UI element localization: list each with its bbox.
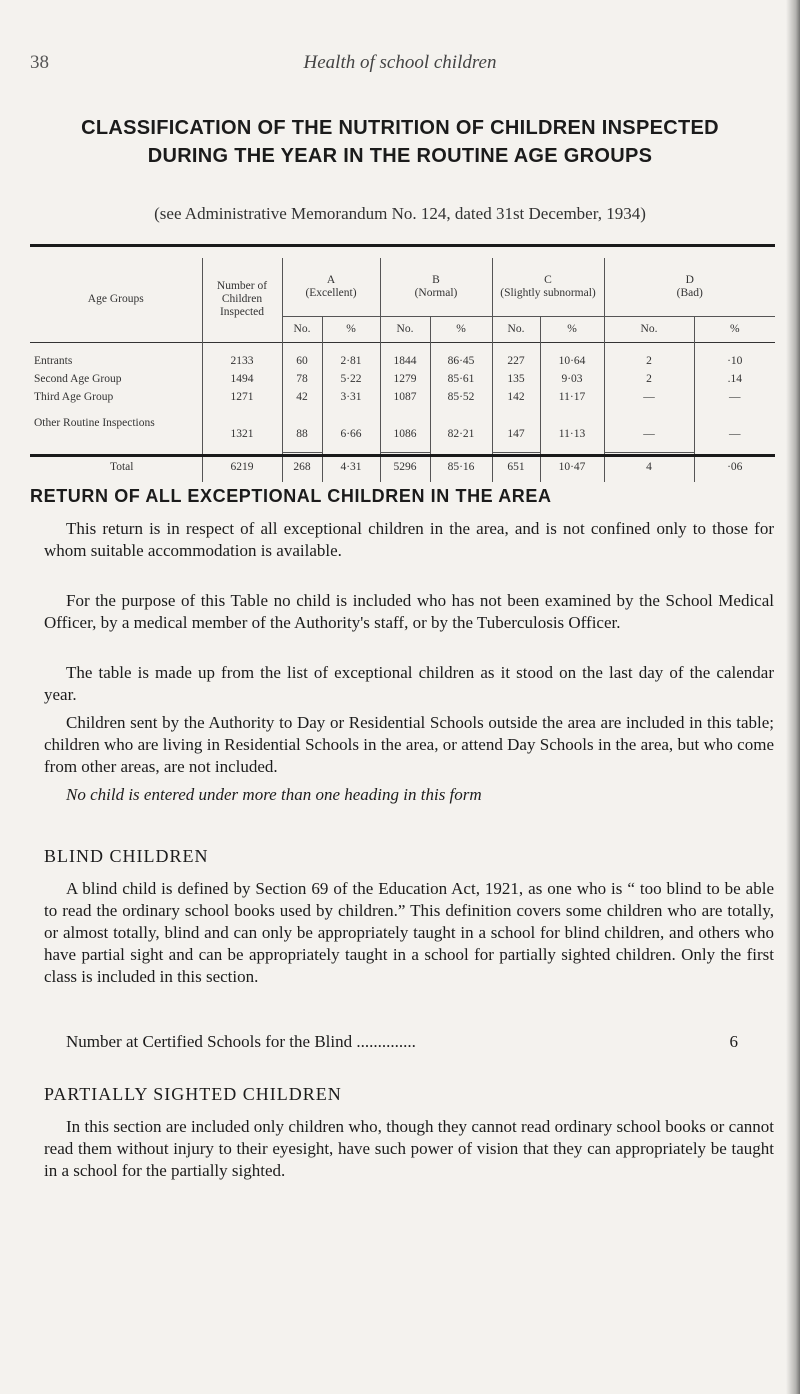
table-subtitle: (see Administrative Memorandum No. 124, dated 31st December, 1934) — [154, 204, 646, 223]
cell-c-no: 227 — [492, 352, 540, 370]
col-number-inspected: Number of Children Inspected — [202, 258, 282, 342]
col-age-groups: Age Groups — [87, 293, 144, 306]
total-a-pct: 4·31 — [322, 452, 380, 482]
return-paragraph-3: The table is made up from the list of exceptional children as it stood on the last day of the calendar year. — [44, 663, 774, 704]
cell-number: 1321 — [202, 406, 282, 440]
cell-b-pct: 85·52 — [430, 388, 492, 406]
page-number: 38 — [30, 52, 49, 73]
total-c-no: 651 — [492, 452, 540, 482]
cell-number: 2133 — [202, 352, 282, 370]
col-d-label: D — [685, 273, 694, 286]
return-paragraph-1: This return is in respect of all exceptional children in the area, and is not confined only to those for whom suitable accommodation is available. — [44, 519, 774, 560]
return-paragraph-2: For the purpose of this Table no child is included who has not been examined by the School Medical Officer, by a medical member of the Authority's staff, or by the Tuberculosis Officer. — [44, 591, 774, 632]
cell-b-no: 1087 — [380, 388, 430, 406]
col-b-header — [380, 258, 492, 316]
cell-d-no: 2 — [604, 370, 694, 388]
col-c-pct: % — [540, 316, 604, 342]
page-edge-shadow — [786, 0, 800, 1394]
col-d-sub: (Bad) — [676, 286, 703, 299]
col-a-sub: (Excellent) — [305, 286, 357, 299]
col-d-no: No. — [604, 316, 694, 342]
cell-d-no: — — [604, 406, 694, 440]
cell-c-pct: 11·17 — [540, 388, 604, 406]
return-heading: RETURN OF ALL EXCEPTIONAL CHILDREN IN THE AREA — [30, 486, 552, 506]
cell-b-pct: 82·21 — [430, 406, 492, 440]
cell-a-no: 42 — [282, 388, 322, 406]
cell-number: 1271 — [202, 388, 282, 406]
return-note: No child is entered under more than one heading in this form — [66, 785, 482, 804]
cell-c-pct: 9·03 — [540, 370, 604, 388]
total-a-no: 268 — [282, 452, 322, 482]
cell-d-no: — — [604, 388, 694, 406]
col-a-no: No. — [282, 316, 322, 342]
col-d-pct: % — [694, 316, 775, 342]
table-top-rule — [30, 244, 775, 247]
total-d-pct: ·06 — [694, 452, 775, 482]
cell-d-pct: ·10 — [694, 352, 775, 370]
cell-c-pct: 11·13 — [540, 406, 604, 440]
cell-a-pct: 5·22 — [322, 370, 380, 388]
cell-c-no: 142 — [492, 388, 540, 406]
cell-b-no: 1086 — [380, 406, 430, 440]
cell-a-pct: 6·66 — [322, 406, 380, 440]
cell-a-pct: 2·81 — [322, 352, 380, 370]
cell-b-no: 1844 — [380, 352, 430, 370]
cell-d-no: 2 — [604, 352, 694, 370]
total-d-no: 4 — [604, 452, 694, 482]
cell-b-no: 1279 — [380, 370, 430, 388]
blind-count-line — [66, 1032, 756, 1052]
cell-a-no: 88 — [282, 406, 322, 440]
col-d-header — [604, 258, 775, 316]
col-a-label: A — [326, 273, 336, 286]
cell-b-pct: 86·45 — [430, 352, 492, 370]
cell-a-no: 60 — [282, 352, 322, 370]
cell-d-pct: — — [694, 388, 775, 406]
row-label: Other Routine Inspections — [34, 416, 155, 429]
row-label: Second Age Group — [34, 373, 122, 385]
nutrition-table — [30, 258, 775, 482]
col-a-pct: % — [322, 316, 380, 342]
cell-c-no: 147 — [492, 406, 540, 440]
table-row — [30, 406, 775, 440]
cell-c-no: 135 — [492, 370, 540, 388]
blind-heading: BLIND CHILDREN — [44, 846, 209, 866]
partial-heading: PARTIALLY SIGHTED CHILDREN — [44, 1084, 342, 1104]
blind-count-value: 6 — [729, 1032, 738, 1051]
table-title: CLASSIFICATION OF THE NUTRITION OF CHILDREN INSPECTED DURING THE YEAR IN THE ROUTINE AGE GROUPS — [81, 117, 719, 167]
col-b-no: No. — [380, 316, 430, 342]
partial-paragraph: In this section are included only children who, though they cannot read ordinary school books or cannot read them without injury to their eyesight, have such power of vision that they can appropriately be taught in a school for the partially sighted. — [44, 1117, 774, 1180]
row-label: Third Age Group — [34, 391, 114, 403]
col-b-pct: % — [430, 316, 492, 342]
table-bottom-rule — [30, 454, 775, 457]
cell-d-pct: — — [694, 406, 775, 440]
cell-number: 1494 — [202, 370, 282, 388]
col-b-label: B — [432, 273, 440, 286]
total-b-pct: 85·16 — [430, 452, 492, 482]
row-label: Entrants — [34, 355, 73, 367]
total-c-pct: 10·47 — [540, 452, 604, 482]
col-c-sub: (Slightly subnormal) — [500, 286, 596, 299]
cell-d-pct: .14 — [694, 370, 775, 388]
total-label: Total — [110, 461, 134, 473]
col-c-header — [492, 258, 604, 316]
col-c-no: No. — [492, 316, 540, 342]
cell-a-no: 78 — [282, 370, 322, 388]
blind-paragraph: A blind child is defined by Section 69 of the Education Act, 1921, as one who is “ too blind to be able to read the ordinary school books used by children.” This definition covers some children who are totally, or almost totally, blind and can only be appropriately taught in a school for blind children, and others who have partial sight and can be appropriately taught in a school for partially sighted children. Only the first class is included in this section. — [44, 879, 774, 986]
col-b-sub: (Normal) — [414, 286, 458, 299]
col-a-header — [282, 258, 380, 316]
col-c-label: C — [544, 273, 552, 286]
table-row — [30, 370, 775, 388]
total-number: 6219 — [202, 452, 282, 482]
running-head — [0, 52, 800, 76]
cell-a-pct: 3·31 — [322, 388, 380, 406]
return-paragraph-4: Children sent by the Authority to Day or Residential Schools outside the area are included in this table; children who are living in Residential Schools in the area, or attend Day Schools in the area, but who come from other areas, are not included. — [44, 713, 774, 776]
cell-b-pct: 85·61 — [430, 370, 492, 388]
running-title: Health of school children — [303, 52, 497, 73]
blind-count-label: Number at Certified Schools for the Blind .............. — [66, 1032, 416, 1051]
table-row — [30, 352, 775, 370]
table-row — [30, 388, 775, 406]
total-b-no: 5296 — [380, 452, 430, 482]
cell-c-pct: 10·64 — [540, 352, 604, 370]
